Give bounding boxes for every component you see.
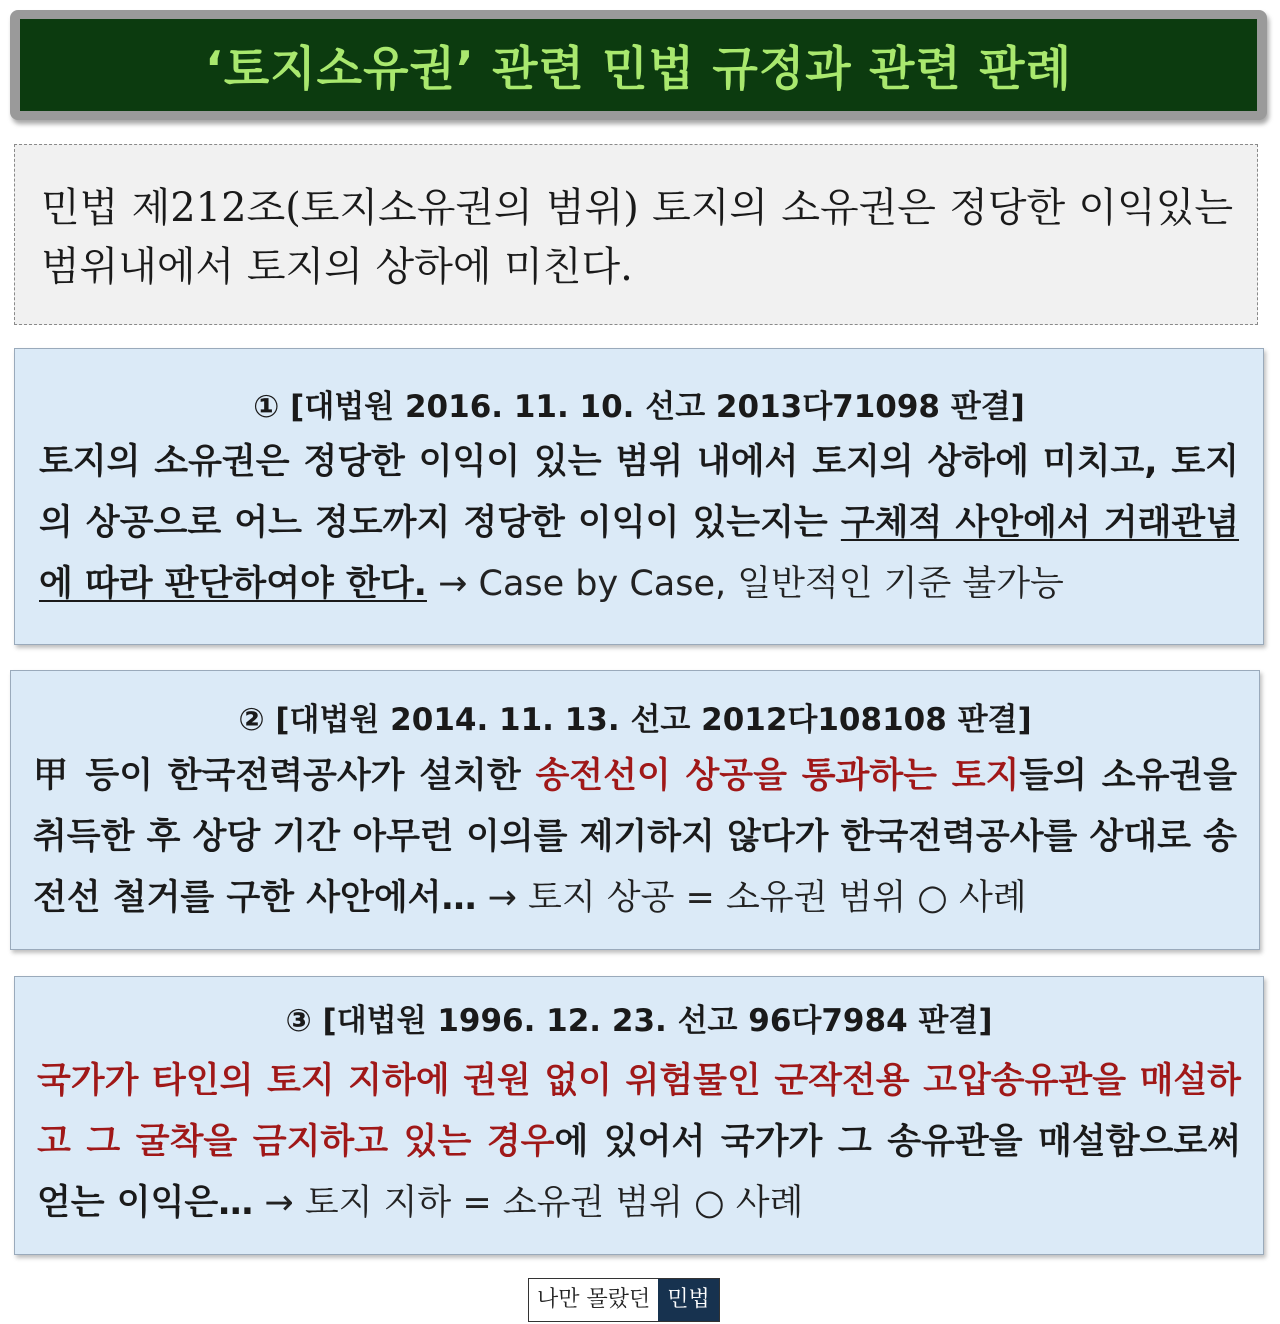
case-body-2 xyxy=(33,746,1237,929)
case-2-text-a: 甲 등이 한국전력공사가 설치한 xyxy=(33,756,536,796)
case-1-text: 토지의 소유권은 정당한 이익이 있는 범위 내에서 토지의 상하에 미치고, 토지의 상공으로 어느 정도까지 정당한 이익이 있는지는 xyxy=(39,442,1239,543)
case-box-1 xyxy=(14,348,1264,645)
statute-box xyxy=(14,144,1258,325)
case-body-3 xyxy=(37,1051,1241,1234)
case-2-text-b: 들의 소유권을 취득한 후 상당 기간 아무런 이의를 제기하지 않다가 한국전력공사를 상대로 송전선 철거를 구한 사안에서… xyxy=(33,756,1238,918)
title-inner xyxy=(20,19,1257,111)
case-body-1 xyxy=(39,432,1239,615)
case-3-text: 에 있어서 국가가 그 송유관을 매설함으로써 얻는 이익은… xyxy=(37,1122,1241,1223)
case-2-highlighted-text: 송전선이 상공을 통과하는 토지 xyxy=(535,756,1020,796)
case-1-underlined-text: 구체적 사안에서 거래관념에 따라 판단하여야 한다. xyxy=(39,503,1240,604)
footer-right-text: 민법 xyxy=(658,1279,719,1321)
case-3-result: → 토지 지하 = 소유권 범위 ○ 사례 xyxy=(253,1183,804,1223)
case-box-3 xyxy=(14,976,1264,1255)
title-banner xyxy=(10,10,1267,120)
case-heading-2: ② [대법원 2014. 11. 13. 선고 2012다108108 판결] xyxy=(238,702,1032,738)
case-heading-1: ① [대법원 2016. 11. 10. 선고 2013다71098 판결] xyxy=(253,389,1025,425)
case-heading-3: ③ [대법원 1996. 12. 23. 선고 96다7984 판결] xyxy=(285,1003,993,1039)
statute-text: 민법 제212조(토지소유권의 범위) 토지의 소유권은 정당한 이익있는 범위내에서 토지의 상하에 미친다. xyxy=(41,185,1233,290)
case-1-result: → Case by Case, 일반적인 기준 불가능 xyxy=(426,564,1064,604)
page-title: ‘토지소유권’ 관련 민법 규정과 관련 판례 xyxy=(205,41,1072,97)
footer-left-text: 나만 몰랐던 xyxy=(529,1279,658,1321)
case-3-highlighted-text: 국가가 타인의 토지 지하에 권원 없이 위험물인 군작전용 고압송유관을 매설하고 그 굴착을 금지하고 있는 경우 xyxy=(37,1061,1241,1162)
footer-badge xyxy=(528,1278,720,1322)
case-box-2 xyxy=(10,670,1260,950)
case-2-result: → 토지 상공 = 소유권 범위 ○ 사례 xyxy=(476,878,1027,918)
